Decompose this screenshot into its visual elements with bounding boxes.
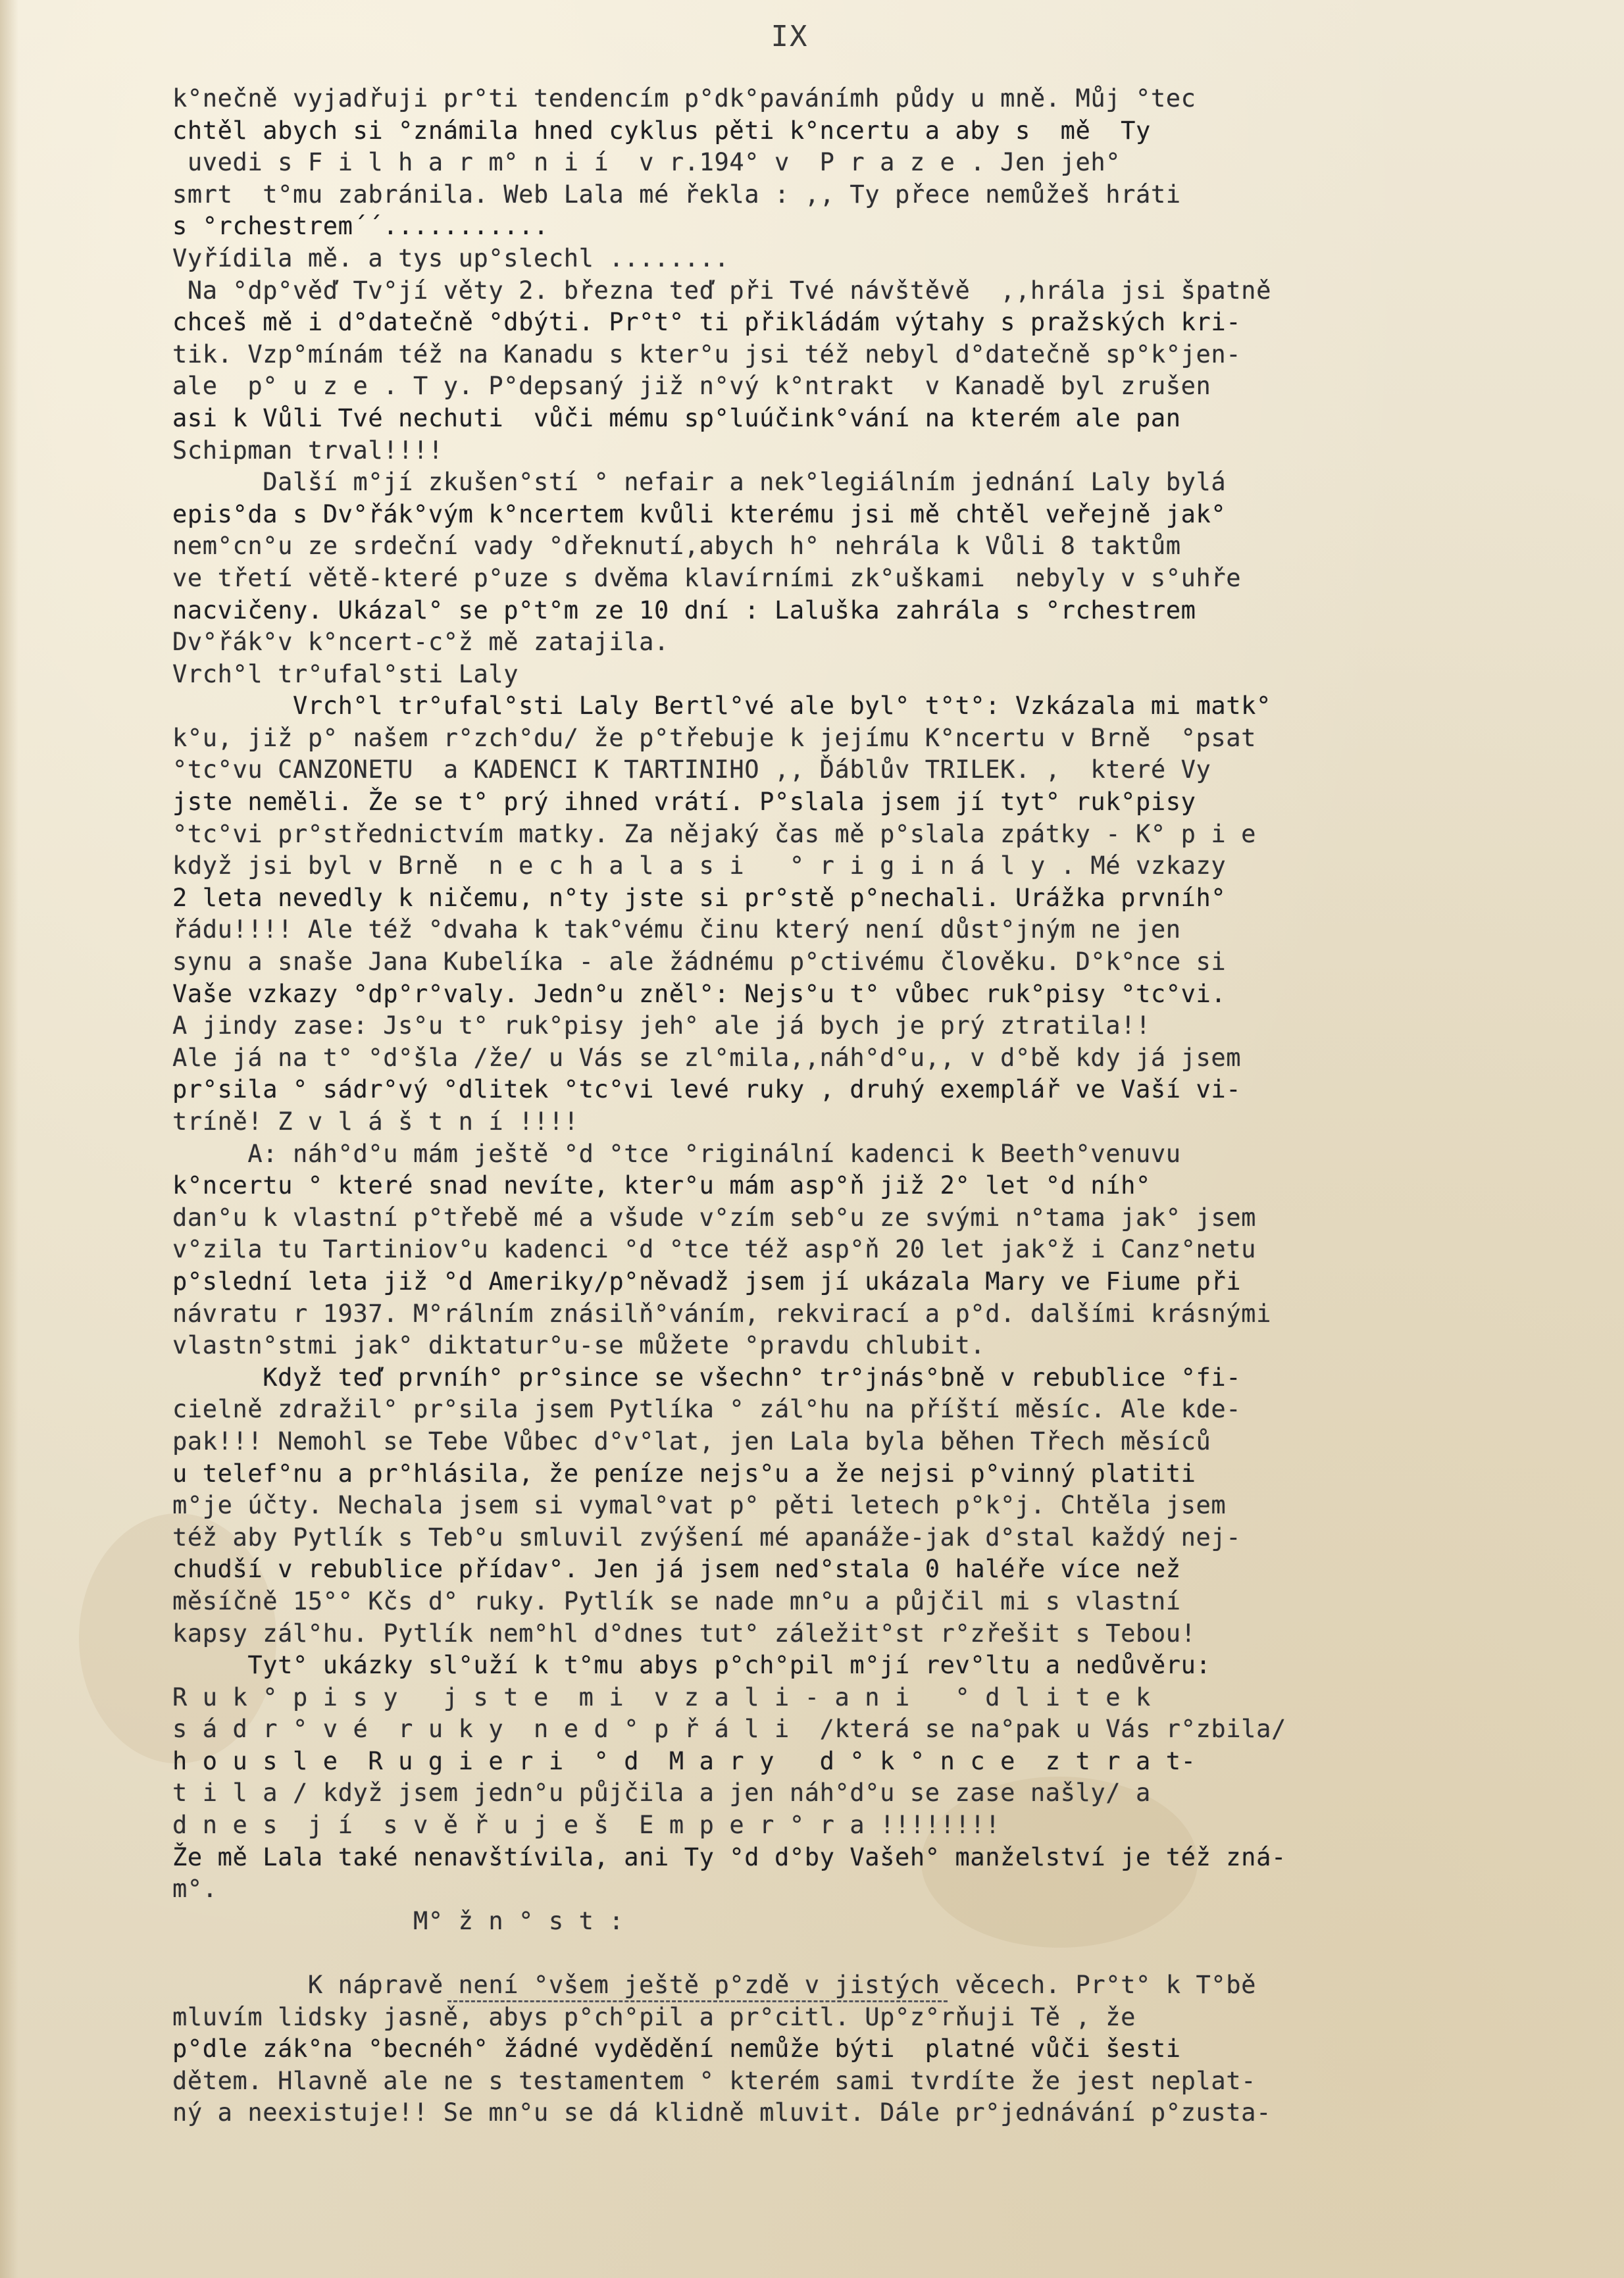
- text-line: k°u, již p° našem r°zch°du/ že p°třebuje k jejímu K°ncertu v Brně °psat: [172, 723, 1257, 752]
- text-line: nem°cn°u ze srdeční vady °dřeknutí,abych h° nehrála k Vůli 8 taktům: [172, 532, 1181, 561]
- text-line: dan°u k vlastní p°třebě mé a všude v°zím seb°u ze svými n°tama jak° jsem: [172, 1203, 1257, 1232]
- text-line: měsíčně 15°° Kčs d° ruky. Pytlík se nade mn°u a půjčil mi s vlastní: [172, 1586, 1181, 1615]
- text-line: d n e s j í s v ě ř u j e š E m p e r ° r a !!!!!!!!: [172, 1811, 1001, 1840]
- text-line: kapsy zál°hu. Pytlík nem°hl d°dnes tut° záležit°st r°zřešit s Tebou!: [172, 1619, 1196, 1648]
- text-line: Na °dp°věď Tv°jí věty 2. března teď při Tvé návštěvě ,,hrála jsi špatně: [172, 276, 1271, 305]
- text-line: návratu r 1937. M°rálním znásilň°váním, rekvirací a p°d. dalšími krásnými: [172, 1299, 1271, 1328]
- text-line: pr°sila ° sádr°vý °dlitek °tc°vi levé ruky , druhý exemplář ve Vaší vi-: [172, 1075, 1242, 1104]
- text-line: [172, 1937, 1607, 1969]
- text-line: mluvím lidsky jasně, abys p°ch°pil a pr°citl. Up°z°rňuji Tě , že: [172, 2002, 1136, 2031]
- text-line: p°slední leta již °d Ameriky/p°něvadž jsem jí ukázala Mary ve Fiume při: [172, 1267, 1242, 1296]
- text-line: Vyřídila mě. a tys up°slechl ........: [172, 243, 730, 272]
- text-line: uvedi s F i l h a r m° n i í v r.194° v P r a z e . Jen jeh°: [172, 148, 1121, 177]
- text-line: R u k ° p i s y j s t e m i v z a l i - a n i ° d l i t e k: [172, 1683, 1151, 1711]
- text-line: vlastn°stmi jak° diktatur°u-se můžete °pravdu chlubit.: [172, 1331, 986, 1360]
- text-line: Že mě Lala také nenavštívila, ani Ty °d d°by Vašeh° manželství je též zná-: [172, 1842, 1286, 1871]
- text-line: m°je účty. Nechala jsem si vymal°vat p° pěti letech p°k°j. Chtěla jsem: [172, 1491, 1227, 1520]
- text-line: Tyt° ukázky sl°uží k t°mu abys p°ch°pil m°jí rev°ltu a nedůvěru:: [172, 1651, 1211, 1680]
- text-line: 2 leta nevedly k ničemu, n°ty jste si pr°stě p°nechali. Urážka prvníh°: [172, 883, 1227, 912]
- text-line: Ale já na t° °d°šla /že/ u Vás se zl°mila,,náh°d°u,, v d°bě kdy já jsem: [172, 1043, 1242, 1072]
- text-line: v°zila tu Tartiniov°u kadenci °d °tce též asp°ň 20 let jak°ž i Canz°netu: [172, 1235, 1257, 1264]
- text-line: asi k Vůli Tvé nechuti vůči mému sp°luúčink°vání na kterém ale pan: [172, 403, 1181, 432]
- text-line: Když teď prvníh° pr°since se všechn° tr°jnás°bně v rebublice °fi-: [172, 1363, 1242, 1392]
- text-line: Dv°řák°v k°ncert-c°ž mě zatajila.: [172, 628, 669, 657]
- text-line: smrt t°mu zabránila. Web Lala mé řekla : ,, Ty přece nemůžeš hráti: [172, 180, 1181, 209]
- text-line: u telef°nu a pr°hlásila, že peníze nejs°u a že nejsi p°vinný platiti: [172, 1459, 1196, 1488]
- text-line: když jsi byl v Brně n e c h a l a s i ° r i g i n á l y . Mé vzkazy: [172, 851, 1227, 880]
- text-line: s á d r ° v é r u k y n e d ° p ř á l i /která se na°pak u Vás r°zbila/: [172, 1715, 1286, 1744]
- text-line: s °rchestrem´´...........: [172, 212, 549, 241]
- text-line: k°nečně vyjadřuji pr°ti tendencím p°dk°pavánímh půdy u mně. Můj °tec: [172, 84, 1196, 113]
- text-line: M° ž n ° s t :: [172, 1906, 624, 1935]
- text-line: Vrch°l tr°ufal°sti Laly Bertl°vé ale byl° t°t°: Vzkázala mi matk°: [172, 692, 1271, 721]
- text-line: A jindy zase: Js°u t° ruk°pisy jeh° ale já bych je prý ztratila!!: [172, 1011, 1151, 1040]
- text-line: Schipman trval!!!!: [172, 436, 444, 465]
- text-line: Vaše vzkazy °dp°r°valy. Jedn°u zněl°: Nejs°u t° vůbec ruk°pisy °tc°vi.: [172, 979, 1227, 1008]
- text-line: Vrch°l tr°ufal°sti Laly: [172, 659, 519, 688]
- text-line: k°ncertu ° které snad nevíte, kter°u mám asp°ň již 2° let °d níh°: [172, 1171, 1151, 1200]
- text-line: řádu!!!! Ale též °dvaha k tak°vému činu který není důst°jným ne jen: [172, 915, 1181, 944]
- page-number: IX: [771, 20, 809, 53]
- text-line: t i l a / když jsem jedn°u půjčila a jen náh°d°u se zase našly/ a: [172, 1779, 1151, 1808]
- typed-text-body: [172, 83, 1607, 2129]
- text-line: m°.: [172, 1875, 218, 1904]
- text-line: tríně! Z v l á š t n í !!!!: [172, 1107, 579, 1136]
- text-line: °tc°vi pr°střednictvím matky. Za nějaký čas mě p°slala zpátky - K° p i e: [172, 819, 1257, 848]
- text-line: chudší v rebublice přídav°. Jen já jsem ned°stala 0 haléře více než: [172, 1555, 1181, 1584]
- text-line: pak!!! Nemohl se Tebe Vůbec d°v°lat, jen Lala byla běhen Třech měsíců: [172, 1427, 1211, 1455]
- text-line: p°dle zák°na °becnéh° žádné vydědění nemůže býti platné vůči šesti: [172, 2035, 1181, 2063]
- text-line: chceš mě i d°datečně °dbýti. Pr°t° ti přikládám výtahy s pražských kri-: [172, 308, 1242, 337]
- text-line: chtěl abych si °známila hned cyklus pěti k°ncertu a aby s mě Ty: [172, 116, 1151, 145]
- text-line: jste neměli. Že se t° prý ihned vrátí. P°slala jsem jí tyt° ruk°pisy: [172, 788, 1196, 817]
- text-line: ve třetí větě-které p°uze s dvěma klavírními zk°uškami nebyly v s°uhře: [172, 563, 1242, 592]
- text-line: A: náh°d°u mám ještě °d °tce °riginální kadenci k Beeth°venuvu: [172, 1139, 1181, 1168]
- text-line: °tc°vu CANZONETU a KADENCI K TARTINIHO ,, Ďáblův TRILEK. , které Vy: [172, 755, 1211, 784]
- text-line: nacvičeny. Ukázal° se p°t°m ze 10 dní : Laluška zahrála s °rchestrem: [172, 595, 1196, 624]
- text-line: epis°da s Dv°řák°vým k°ncertem kvůli kterému jsi mě chtěl veřejně jak°: [172, 499, 1227, 528]
- text-line: ný a neexistuje!! Se mn°u se dá klidně mluvit. Dále pr°jednávání p°zusta-: [172, 2098, 1271, 2127]
- section-divider: [447, 2000, 948, 2002]
- text-line: cielně zdražil° pr°sila jsem Pytlíka ° zál°hu na příští měsíc. Ale kde-: [172, 1395, 1242, 1424]
- paper-edge-shadow: [0, 0, 18, 2278]
- text-line: h o u s l e R u g i e r i ° d M a r y d ° k ° n c e z t r a t-: [172, 1746, 1196, 1775]
- text-line: K nápravě není °všem ještě p°zdě v jistých věcech. Pr°t° k T°bě: [172, 1971, 1257, 2000]
- text-line: synu a snaše Jana Kubelíka - ale žádnému p°ctivému člověku. D°k°nce si: [172, 948, 1227, 976]
- text-line: tik. Vzp°mínám též na Kanadu s kter°u jsi též nebyl d°datečně sp°k°jen-: [172, 340, 1242, 368]
- text-line: ale p° u z e . T y. P°depsaný již n°vý k°ntrakt v Kanadě byl zrušen: [172, 372, 1211, 401]
- text-line: dětem. Hlavně ale ne s testamentem ° kterém sami tvrdíte že jest neplat-: [172, 2066, 1257, 2095]
- text-line: Další m°jí zkušen°stí ° nefair a nek°legiálním jednání Laly bylá: [172, 468, 1227, 497]
- text-line: též aby Pytlík s Teb°u smluvil zvýšení mé apanáže-jak d°stal každý nej-: [172, 1523, 1242, 1552]
